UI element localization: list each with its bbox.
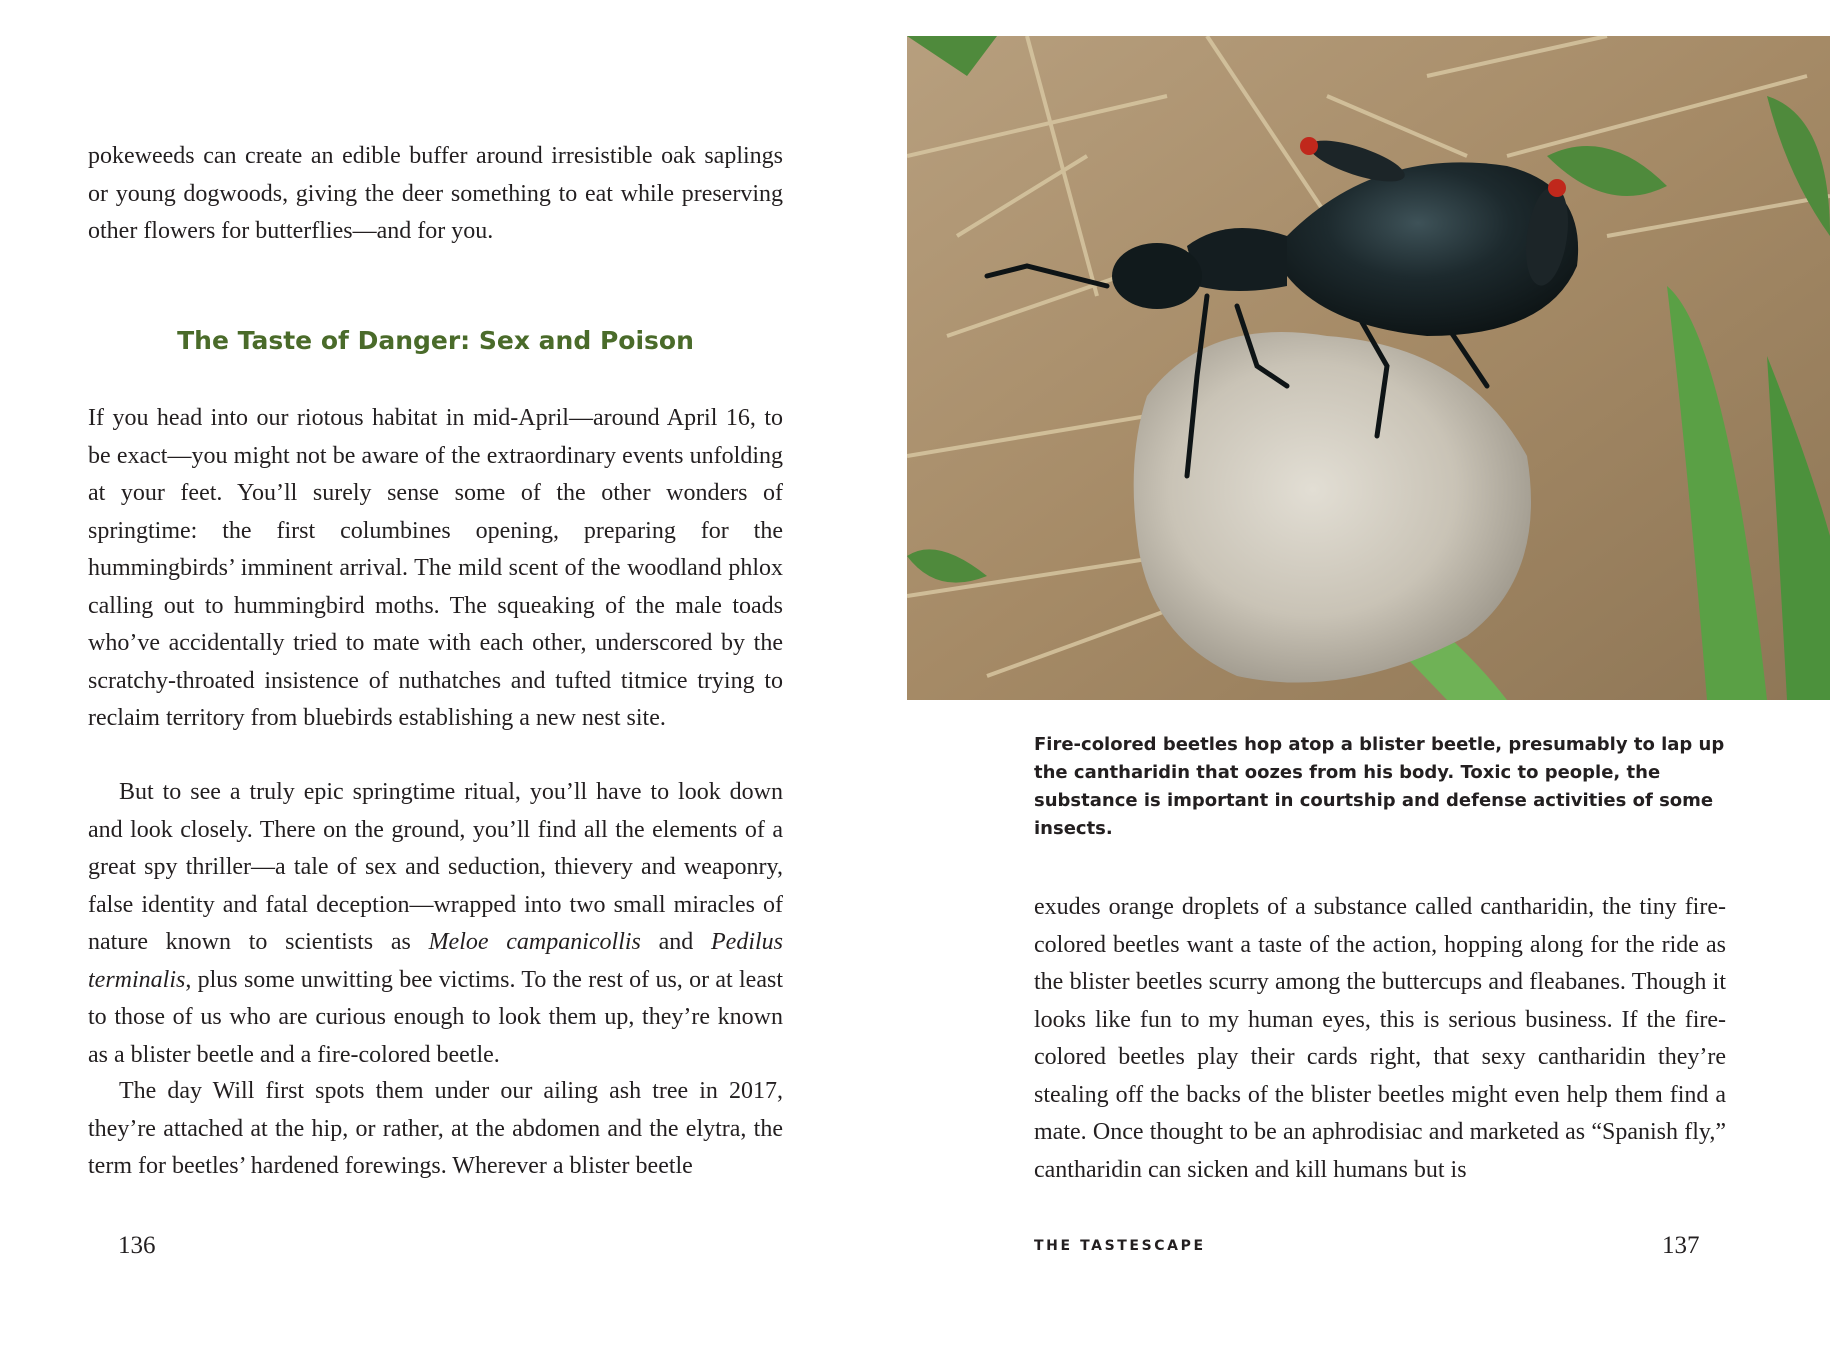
body-paragraph-right: exudes orange droplets of a substance called cantharidin, the tiny fire-colored beetles want a taste of the action, hopping along for the ride as the blister beetles scurry among the buttercups and fleabanes. Though it looks like fun to my human eyes, this is serious business. If the fire-colored beetles play their cards right, that sexy cantharidin they’re stealing off the backs of the blister beetles might even help them find a mate. Once thought to be an aphrodisiac and marketed as “Spanish fly,” cantharidin can sicken and kill humans but is: [1034, 894, 1726, 1183]
species-name-pedilus: Pedilus terminalis: [88, 929, 783, 993]
opening-paragraph: pokeweeds can create an edible buffer around irresistible oak saplings or young dogwoods, giving the deer something to eat while preserving other flowers for butterflies—and for you.: [88, 143, 783, 244]
page-number-right: 137: [1662, 1232, 1700, 1259]
page-number-left: 136: [118, 1232, 156, 1259]
photo-caption: Fire-colored beetles hop atop a blister beetle, presumably to lap up the cantharidin that oozes from his body. Toxic to people, the substance is important in courtship and defense activities of some insects.: [1034, 734, 1725, 839]
paragraph-3-text: The day Will first spots them under our ailing ash tree in 2017, they’re attached at the hip, or rather, at the abdomen and the elytra, the term for beetles’ hardened forewings. Wherever a blister beetle: [88, 1078, 783, 1179]
body-paragraph-1: If you head into our riotous habitat in mid-April—around April 16, to be exact—you might not be aware of the extraordinary events unfolding at your feet. You’ll surely sense some of the other wonders of springtime: the first columbines opening, preparing for the hummingbirds’ imminent arrival. The mild scent of the woodland phlox calling out to hummingbird moths. The squeaking of the male toads who’ve accidentally tried to mate with each other, underscored by the scratchy-throated insistence of nuthatches and tufted titmice trying to reclaim territory from bluebirds establishing a new nest site.: [88, 405, 783, 731]
body-paragraph-2: [88, 774, 783, 1074]
beetle-photo: [907, 36, 1830, 700]
blister-beetle-head: [1112, 243, 1202, 309]
left-page: [0, 0, 910, 1361]
paragraph-2-text-c: , plus some unwitting bee victims. To the rest of us, or at least to those of us who are curious enough to look them up, they’re known as a blister beetle and a fire-colored beetle.: [88, 966, 783, 1068]
running-head-right: THE TASTESCAPE: [1034, 1238, 1206, 1254]
species-name-meloe: Meloe campanicollis: [428, 929, 641, 955]
paragraph-2-text-b: and: [640, 929, 711, 955]
body-paragraph-3: [88, 1073, 783, 1186]
paragraph-2-text-a: But to see a truly epic springtime ritual, you’ll have to look down and look closely. There on the ground, you’ll find all the elements of a great spy thriller—a tale of sex and seduction, thievery and weaponry, false identity and fatal deception—wrapped into two small miracles of nature known to scientists as: [88, 779, 783, 955]
section-heading: The Taste of Danger: Sex and Poison: [177, 326, 694, 355]
blister-beetle-thorax: [1187, 228, 1287, 291]
beetle-photo-illustration: [907, 36, 1830, 700]
